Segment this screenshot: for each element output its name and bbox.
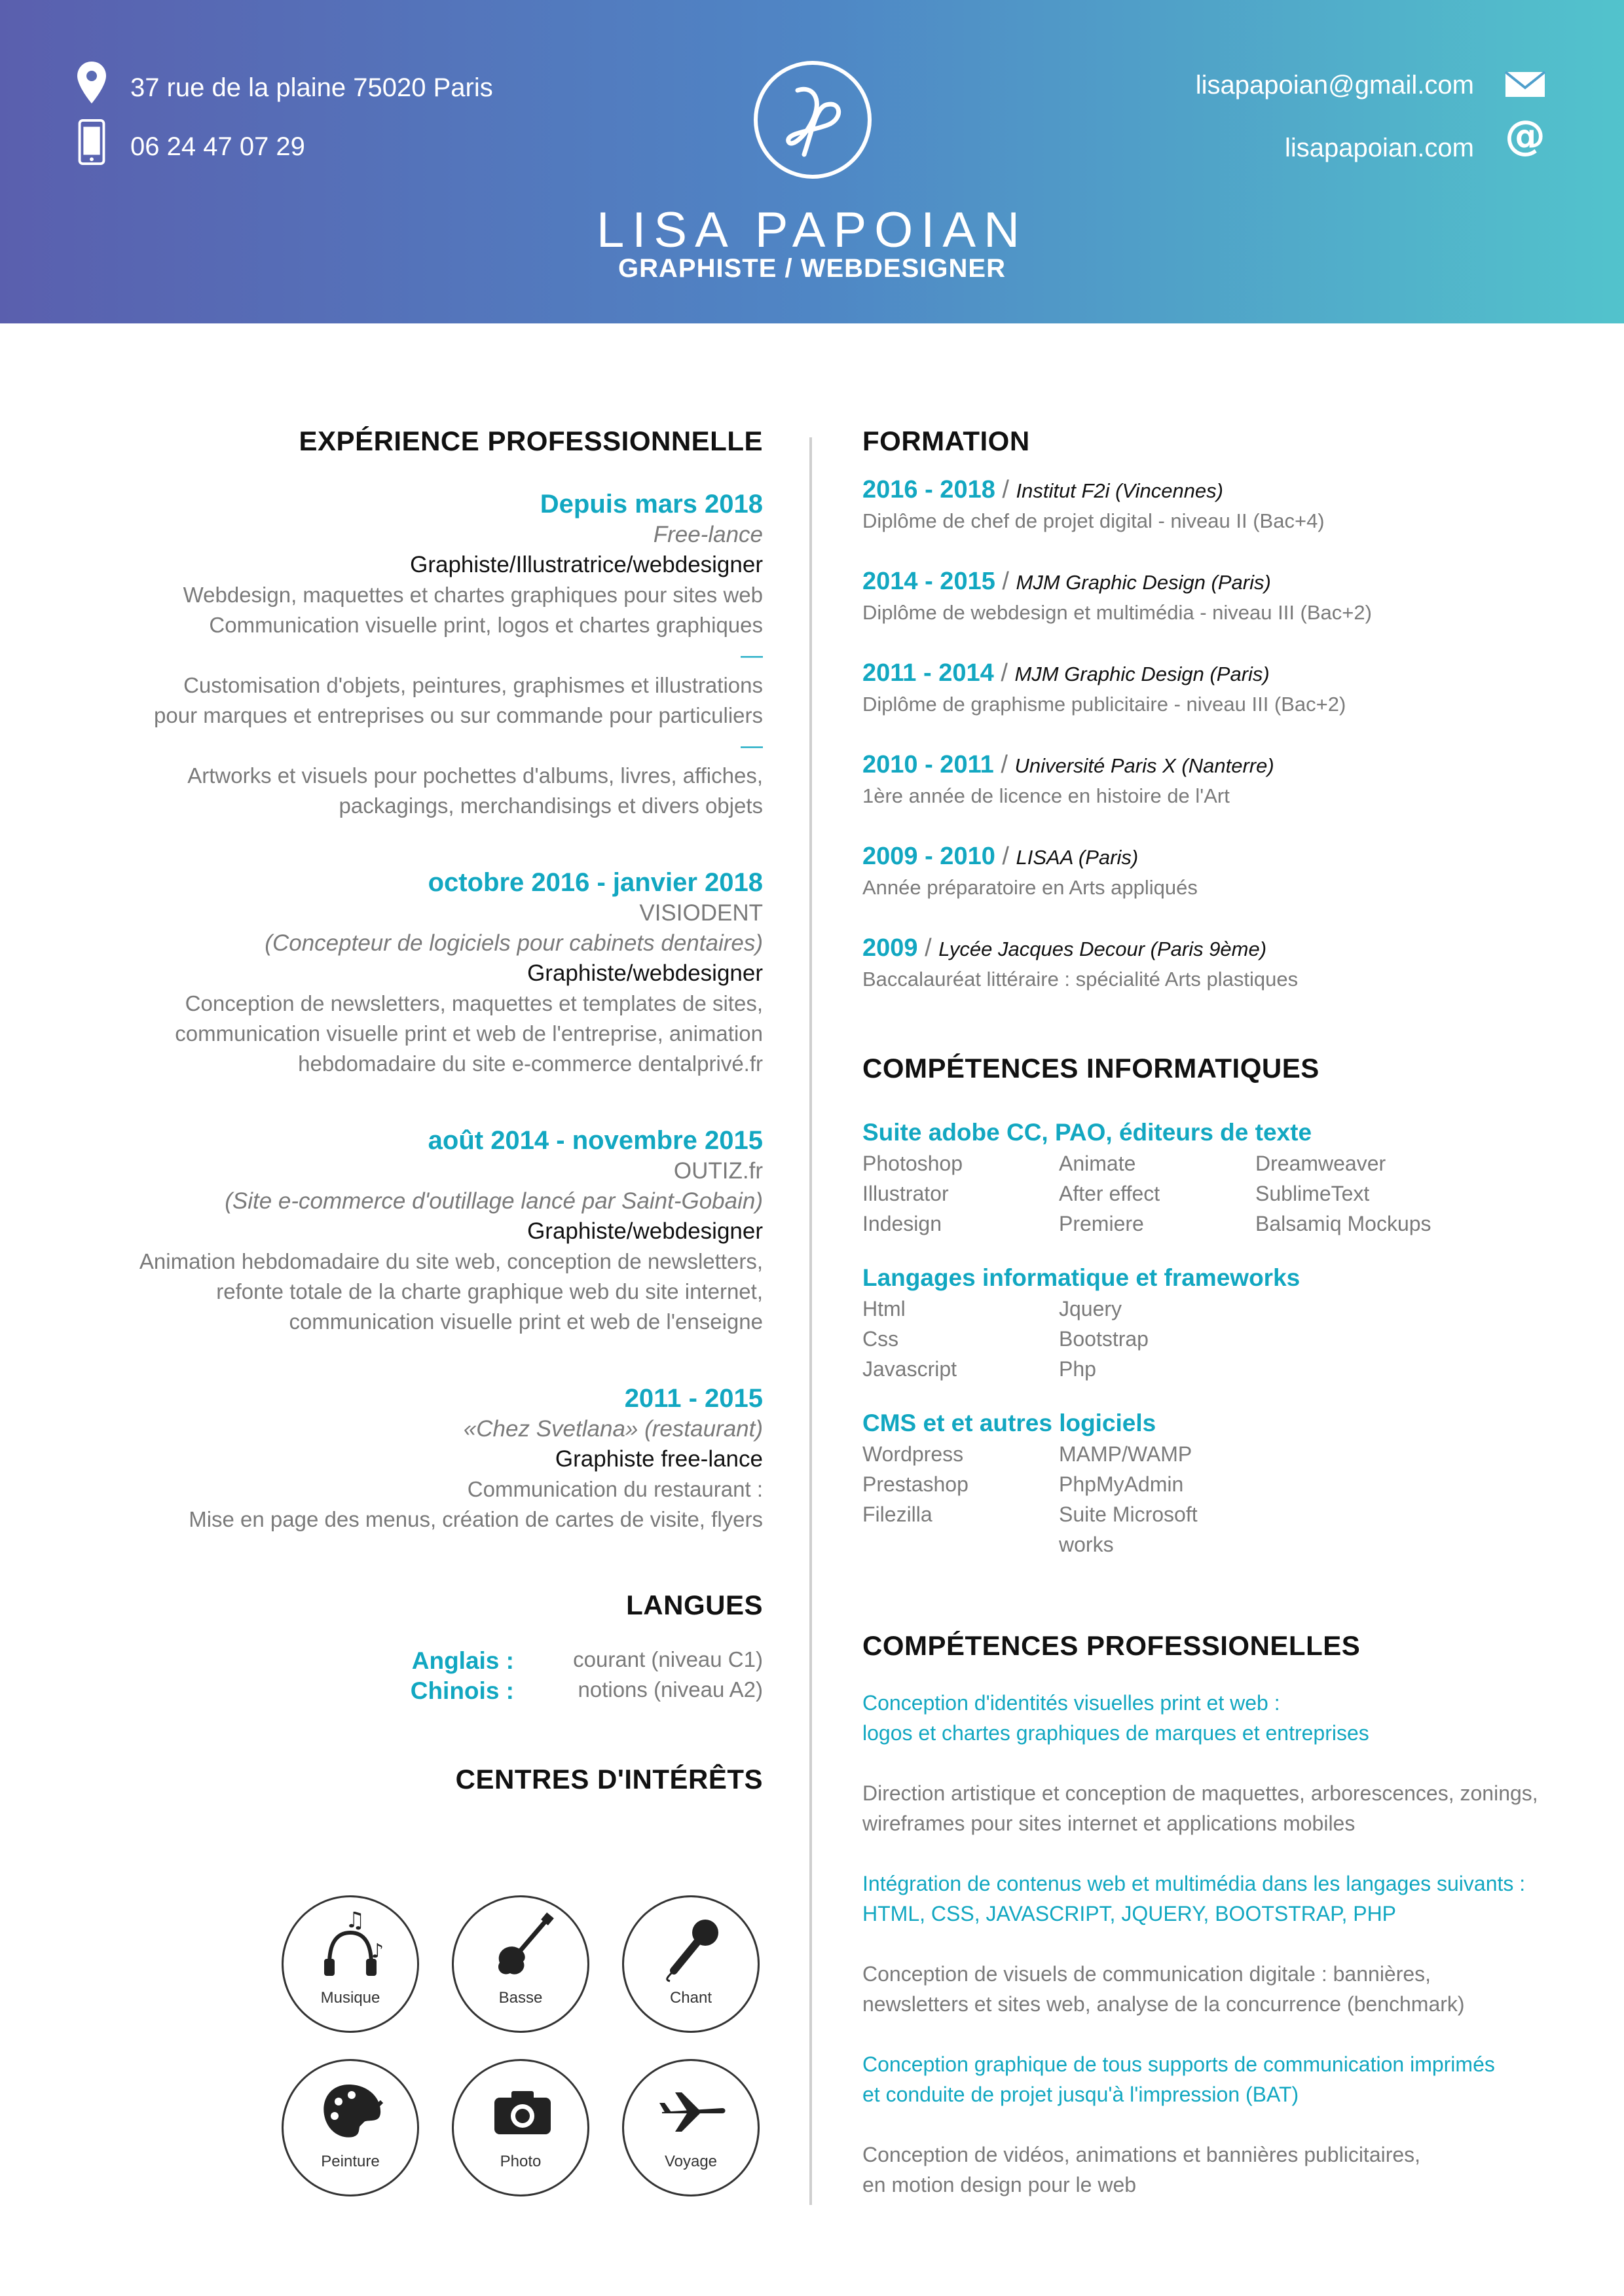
language-row	[118, 1677, 763, 1707]
job-company: OUTIZ.fr	[673, 1158, 763, 1184]
skill-item	[1255, 1469, 1504, 1499]
skill-item: Html	[862, 1297, 906, 1321]
job-line: Animation hebdomadaire du site web, conception de newsletters,	[139, 1249, 763, 1273]
location-pin-icon	[75, 60, 108, 106]
smartphone-icon	[75, 119, 108, 165]
education-school: Lycée Jacques Decour (Paris 9ème)	[938, 938, 1267, 960]
airplane-icon	[657, 2075, 729, 2147]
address-text: 37 rue de la plaine 75020 Paris	[130, 73, 493, 102]
job-line: Artworks et visuels pour pochettes d'albums, livres, affiches,	[187, 763, 763, 788]
job-line: hebdomadaire du site e-commerce dentalprivé.fr	[298, 1051, 763, 1076]
header-banner	[0, 0, 1624, 323]
education-title: FORMATION	[862, 426, 1030, 456]
pro-skill-line: Intégration de contenus web et multimédia dans les langages suivants :	[862, 1872, 1526, 1895]
music-icon	[316, 1912, 388, 1984]
education-desc: Baccalauréat littéraire : spécialité Arts plastiques	[862, 968, 1299, 991]
pro-skill-item	[862, 1868, 1570, 1929]
language-level: courant (niveau C1)	[573, 1647, 763, 1671]
education-school: MJM Graphic Design (Paris)	[1014, 663, 1270, 685]
pro-skill-line: HTML, CSS, JAVASCRIPT, JQUERY, BOOTSTRAP, PHP	[862, 1902, 1397, 1925]
job-position: Graphiste free-lance	[555, 1446, 763, 1472]
skill-item: Dreamweaver	[1255, 1152, 1386, 1175]
column-divider	[809, 437, 812, 2205]
education-date: 2014 - 2015	[862, 568, 995, 595]
svg-text:♫: ♫	[345, 1912, 365, 1933]
skill-item: Balsamiq Mockups	[1255, 1212, 1431, 1235]
job-line: Webdesign, maquettes et chartes graphiques pour sites web	[183, 583, 763, 607]
at-sign-icon	[1502, 114, 1549, 161]
contact-right	[1025, 60, 1549, 191]
skill-item: Filezilla	[862, 1503, 932, 1526]
pro-skill-item	[862, 2049, 1570, 2109]
education-desc: Année préparatoire en Arts appliqués	[862, 876, 1198, 899]
skill-item: Wordpress	[862, 1442, 964, 1466]
education-item: 2010 - 2011 / Université Paris X (Nanterre) 1ère année de licence en histoire de l'Art	[862, 749, 1570, 811]
job-line: packagings, merchandisings et divers objets	[339, 793, 763, 818]
skill-item: Animate	[1059, 1152, 1136, 1175]
skill-item: Bootstrap	[1059, 1327, 1149, 1351]
education-item: 2014 - 2015 / MJM Graphic Design (Paris) Diplôme de webdesign et multimédia - niveau III (Bac+2)	[862, 566, 1570, 627]
education-school: Institut F2i (Vincennes)	[1016, 479, 1223, 502]
interests-title: CENTRES D'INTÉRÊTS	[455, 1764, 763, 1795]
interest-label: Peinture	[321, 2153, 380, 2170]
camera-icon	[487, 2075, 559, 2147]
skill-grid	[862, 1148, 1570, 1239]
microphone-icon	[657, 1912, 729, 1984]
skill-item: Indesign	[862, 1212, 942, 1235]
skill-item: Illustrator	[862, 1182, 949, 1205]
education-school: LISAA (Paris)	[1016, 846, 1139, 869]
interest-label: Voyage	[664, 2153, 718, 2170]
skill-item: Suite Microsoft works	[1059, 1503, 1198, 1556]
language-level: notions (niveau A2)	[578, 1677, 763, 1702]
svg-text:@: @	[1505, 114, 1545, 159]
interests-icons	[282, 1895, 799, 2210]
skill-category: Suite adobe CC, PAO, éditeurs de texte	[862, 1119, 1312, 1146]
interest-label: Basse	[498, 1989, 543, 2007]
job-line: Communication visuelle print, logos et chartes graphiques	[209, 613, 763, 637]
pro-skill-line: et conduite de projet jusqu'à l'impression (BAT)	[862, 2083, 1299, 2106]
full-name: LISA PAPOIAN	[597, 202, 1027, 258]
job-3	[118, 1125, 763, 1337]
skill-grid	[862, 1294, 1570, 1384]
website-text[interactable]: lisapapoian.com	[1284, 134, 1474, 162]
education-desc: Diplôme de chef de projet digital - niveau II (Bac+4)	[862, 509, 1325, 532]
skill-category: CMS et et autres logiciels	[862, 1410, 1156, 1436]
interest-music	[282, 1895, 419, 2033]
interest-bass	[452, 1895, 589, 2033]
pro-skill-line: Conception graphique de tous supports de communication imprimés	[862, 2052, 1495, 2076]
interest-painting	[282, 2059, 419, 2196]
pro-skill-line: Conception de vidéos, animations et bannières publicitaires,	[862, 2143, 1421, 2166]
interest-singing	[622, 1895, 760, 2033]
education-desc: 1ère année de licence en histoire de l'Art	[862, 784, 1230, 807]
languages-list	[118, 1647, 763, 1707]
skill-item: Photoshop	[862, 1152, 963, 1175]
job-company-note: (Concepteur de logiciels pour cabinets dentaires)	[265, 930, 763, 956]
job-role: GRAPHISTE / WEBDESIGNER	[618, 254, 1006, 283]
envelope-icon	[1502, 60, 1549, 107]
education-school: Université Paris X (Nanterre)	[1014, 754, 1274, 777]
skill-item	[1255, 1354, 1504, 1384]
pro-skill-line: newsletters et sites web, analyse de la concurrence (benchmark)	[862, 1992, 1465, 2016]
phone-text: 06 24 47 07 29	[130, 132, 305, 161]
skill-item: PhpMyAdmin	[1059, 1472, 1184, 1496]
email-text[interactable]: lisapapoian@gmail.com	[1195, 71, 1474, 100]
job-separator: —	[741, 733, 763, 758]
experience-title: EXPÉRIENCE PROFESSIONNELLE	[299, 426, 763, 456]
job-company-note: (Site e-commerce d'outillage lancé par Saint-Gobain)	[225, 1188, 763, 1214]
education-desc: Diplôme de graphisme publicitaire - niveau III (Bac+2)	[862, 693, 1346, 716]
job-1	[118, 488, 763, 821]
job-company: «Chez Svetlana» (restaurant)	[463, 1416, 763, 1442]
education-date: 2009	[862, 934, 918, 962]
job-line: refonte totale de la charte graphique web du site internet,	[216, 1279, 763, 1303]
skill-item: Jquery	[1059, 1297, 1122, 1321]
skill-item: SublimeText	[1255, 1182, 1370, 1205]
lp-monogram-logo	[752, 59, 874, 181]
job-line: Communication du restaurant :	[467, 1477, 763, 1501]
skill-item: Php	[1059, 1357, 1096, 1381]
left-column	[118, 426, 763, 1795]
interest-travel	[622, 2059, 760, 2196]
language-name: Chinois :	[410, 1677, 514, 1704]
bass-guitar-icon	[487, 1912, 559, 1984]
job-separator: —	[741, 643, 763, 668]
education-date: 2016 - 2018	[862, 476, 995, 503]
education-list	[862, 474, 1570, 994]
email-row[interactable]	[1025, 60, 1549, 107]
skill-item: Premiere	[1059, 1212, 1144, 1235]
pro-skill-line: logos et chartes graphiques de marques et entreprises	[862, 1721, 1369, 1745]
pro-skill-line: en motion design pour le web	[862, 2173, 1137, 2196]
language-row	[118, 1647, 763, 1677]
education-item: 2016 - 2018 / Institut F2i (Vincennes) Diplôme de chef de projet digital - niveau II (Bac+4)	[862, 474, 1570, 536]
skill-item	[1255, 1324, 1504, 1354]
education-date: 2009 - 2010	[862, 843, 995, 870]
job-date: 2011 - 2015	[624, 1384, 763, 1413]
interest-label: Photo	[500, 2153, 542, 2170]
pro-skill-line: Conception de visuels de communication digitale : bannières,	[862, 1962, 1431, 1986]
skill-item	[1255, 1294, 1504, 1324]
language-name: Anglais :	[411, 1647, 514, 1674]
job-company: VISIODENT	[639, 900, 763, 926]
job-date: octobre 2016 - janvier 2018	[428, 868, 763, 897]
interest-label: Musique	[320, 1989, 380, 2007]
education-school: MJM Graphic Design (Paris)	[1016, 571, 1271, 594]
job-position: Graphiste/Illustratrice/webdesigner	[410, 552, 763, 577]
skill-grid	[862, 1439, 1570, 1559]
job-line: communication visuelle print et web de l'enseigne	[289, 1309, 763, 1334]
education-item: 2009 / Lycée Jacques Decour (Paris 9ème) Baccalauréat littéraire : spécialité Arts plastiques	[862, 932, 1570, 994]
education-date: 2010 - 2011	[862, 751, 994, 778]
pro-skill-line: wireframes pour sites internet et applications mobiles	[862, 1812, 1356, 1835]
job-position: Graphiste/webdesigner	[527, 960, 763, 986]
education-date: 2011 - 2014	[862, 659, 994, 687]
right-column	[862, 426, 1570, 2200]
job-company: Free-lance	[653, 522, 763, 547]
pro-skill-line: Direction artistique et conception de maquettes, arborescences, zonings,	[862, 1781, 1538, 1805]
it-skills-title: COMPÉTENCES INFORMATIQUES	[862, 1053, 1320, 1084]
pro-skill-item	[862, 1959, 1570, 2019]
skill-item	[1255, 1439, 1504, 1469]
pro-skill-item	[862, 1778, 1570, 1838]
skill-item: Javascript	[862, 1357, 957, 1381]
education-item: 2009 - 2010 / LISAA (Paris) Année préparatoire en Arts appliqués	[862, 841, 1570, 902]
education-item: 2011 - 2014 / MJM Graphic Design (Paris) Diplôme de graphisme publicitaire - niveau III (Bac+2)	[862, 657, 1570, 719]
interest-photo	[452, 2059, 589, 2196]
job-line: communication visuelle print et web de l'entreprise, animation	[175, 1021, 763, 1046]
job-line: Customisation d'objets, peintures, graphismes et illustrations	[183, 673, 763, 697]
interest-label: Chant	[669, 1989, 712, 2007]
website-row[interactable]	[1025, 114, 1549, 161]
job-4	[118, 1383, 763, 1535]
skill-item: After effect	[1059, 1182, 1160, 1205]
pro-skill-line: Conception d'identités visuelles print et web :	[862, 1691, 1280, 1715]
skill-item: Prestashop	[862, 1472, 969, 1496]
pro-skill-item	[862, 1688, 1570, 1748]
languages-title: LANGUES	[626, 1590, 763, 1620]
job-line: Conception de newsletters, maquettes et templates de sites,	[185, 991, 763, 1015]
skill-item: MAMP/WAMP	[1059, 1442, 1192, 1466]
skill-category: Langages informatique et frameworks	[862, 1264, 1301, 1291]
pro-skills-title: COMPÉTENCES PROFESSIONELLES	[862, 1630, 1361, 1661]
job-date: Depuis mars 2018	[540, 490, 763, 519]
job-position: Graphiste/webdesigner	[527, 1218, 763, 1244]
job-line: pour marques et entreprises ou sur commande pour particuliers	[154, 703, 763, 727]
job-date: août 2014 - novembre 2015	[428, 1126, 763, 1155]
pro-skill-item	[862, 2140, 1570, 2200]
skill-item: Css	[862, 1327, 899, 1351]
job-line: Mise en page des menus, création de cartes de visite, flyers	[189, 1507, 763, 1531]
skill-item	[1255, 1499, 1504, 1559]
education-desc: Diplôme de webdesign et multimédia - niveau III (Bac+2)	[862, 601, 1372, 624]
job-2	[118, 867, 763, 1079]
palette-icon	[316, 2075, 388, 2147]
svg-text:♪: ♪	[371, 1940, 384, 1963]
